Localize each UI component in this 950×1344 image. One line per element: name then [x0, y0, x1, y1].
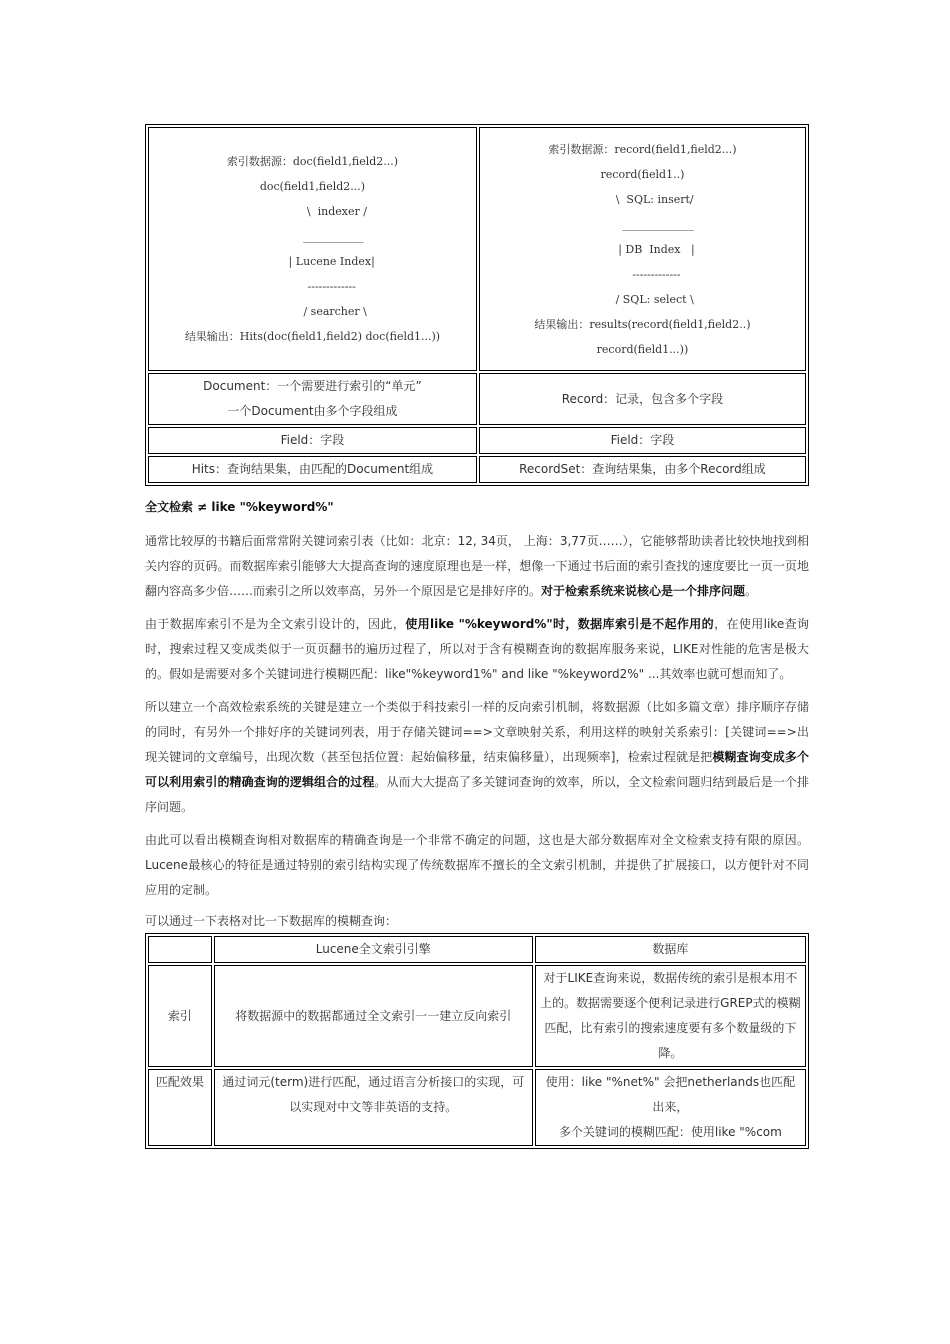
diagram-line: doc(field1,field2...) [259, 180, 366, 193]
diagram-line: ___________ [261, 230, 364, 243]
diagram-line: record(field1..) [600, 167, 685, 181]
lucene-index-cell: 将数据源中的数据都通过全文索引一一建立反向索引 [214, 965, 533, 1067]
row-label-cell: 索引 [148, 965, 212, 1067]
recordset-definition-cell: RecordSet：查询结果集，由多个Record组成 [479, 456, 806, 483]
lucene-match-cell: 通过词元(term)进行匹配，通过语言分析接口的实现，可以实现对中文等非英语的支持。 [214, 1069, 533, 1146]
paragraph-emphasis: 对于检索系统来说核心是一个排序问题 [541, 584, 746, 598]
diagram-line: 结果输出：Hits(doc(field1,field2) doc(field1...)) [184, 330, 441, 343]
diagram-line: _____________ [590, 217, 694, 231]
paragraph [145, 529, 809, 604]
paragraph-text: 。从而大大提高了多关键词查询的效率，所以，全文检索问题归结到最后是一个排序问题。 [145, 775, 809, 814]
field-definition-cell: Field：字段 [479, 427, 806, 454]
header-database-cell: 数据库 [535, 936, 806, 963]
diagram-line: \ SQL: insert/ [591, 192, 694, 206]
paragraph-emphasis: 模糊查询变成多个可以利用索引的精确查询的逻辑组合的过程 [145, 750, 809, 789]
paragraph-text: 由于数据库索引不是为全文索引设计的，因此， [145, 617, 406, 631]
document-definition-line: Document：一个需要进行索引的“单元” [203, 379, 422, 393]
section-heading: 全文检索 ≠ like "%keyword%" [145, 500, 334, 514]
diagram-line: 索引数据源：record(field1,field2...) [548, 142, 737, 156]
row-label-cell: 匹配效果 [148, 1069, 212, 1146]
diagram-line: / searcher \ [258, 305, 367, 318]
database-diagram [484, 137, 801, 362]
paragraph-text: 所以建立一个高效检索系统的关键是建立一个类似于科技索引一样的反向索引机制，将数据源（比如多篇文章）排序顺序存储的同时，有另外一个排好序的关键词列表，用于存储关键词==>文章映射关系，利用这样的映射关系索引：[关键词==>出现关键词的文章编号，出现次数（甚至包括位置：起始偏移量，结束偏移量），出现频率]，检索过程就是把 [145, 700, 809, 764]
paragraph-emphasis: 使用like "%keyword%"时，数据库索引是不起作用的 [405, 617, 715, 631]
diagram-line: 结果输出：results(record(field1,field2..) [534, 317, 751, 331]
diagram-line: \ indexer / [257, 205, 367, 218]
paragraph-text: 。 [745, 584, 758, 598]
diagram-line: | DB Index | [590, 242, 695, 256]
comparison-diagram-table [145, 124, 809, 486]
fuzzy-query-comparison-table [145, 933, 809, 1149]
diagram-line: | Lucene Index| [250, 255, 375, 268]
paragraph [145, 695, 809, 820]
diagram-line: record(field1...)) [596, 342, 689, 356]
paragraph: 由此可以看出模糊查询相对数据库的精确查询是一个非常不确定的问题，这也是大部分数据库对全文检索支持有限的原因。Lucene最核心的特征是通过特别的索引结构实现了传统数据库不擅长的全文索引机制，并提供了扩展接口，以方便针对不同应用的定制。 [145, 833, 809, 897]
database-index-cell: 对于LIKE查询来说，数据传统的索引是根本用不上的。数据需要逐个便利记录进行GREP式的模糊匹配，比有索引的搜索速度要有多个数量级的下降。 [535, 965, 806, 1067]
database-match-cell [535, 1069, 806, 1146]
header-empty-cell [148, 936, 212, 963]
table-intro: 可以通过一下表格对比一下数据库的模糊查询： [145, 914, 398, 928]
lucene-diagram-cell [148, 127, 477, 371]
document-page [145, 124, 809, 1149]
diagram-line: ------------- [269, 280, 356, 293]
header-lucene-cell: Lucene全文索引引擎 [214, 936, 533, 963]
paragraph-text: ，在使用like查询时，搜索过程又变成类似于一页页翻书的遍历过程了，所以对于含有模糊查询的数据库服务来说，LIKE对性能的危害是极大的。假如是需要对多个关键词进行模糊匹配：like"%keyword1%" and like "%keyword2%" ...其效率也就可想而知了。 [145, 617, 809, 681]
diagram-line: ------------- [604, 267, 681, 281]
document-definition-cell [148, 373, 477, 425]
lucene-diagram [153, 149, 472, 349]
paragraph-text: 通常比较厚的书籍后面常常附关键词索引表（比如：北京：12, 34页， 上海：3,77页……），它能够帮助读者比较快地找到相关内容的页码。而数据库索引能够大大提高查询的速度原理也是一样，想像一下通过书后面的索引查找的速度要比一页一页地翻内容高多少倍……而索引之所以效率高，另外一个原因是它是排好序的。 [145, 534, 809, 598]
diagram-line: / SQL: select \ [591, 292, 694, 306]
record-definition-cell: Record：记录，包含多个字段 [479, 373, 806, 425]
paragraph [145, 612, 809, 687]
field-definition-cell: Field：字段 [148, 427, 477, 454]
database-diagram-cell [479, 127, 806, 371]
database-match-line: 多个关键词的模糊匹配：使用like "%com [558, 1125, 782, 1139]
document-definition-line: 一个Document由多个字段组成 [227, 404, 398, 418]
diagram-line: 索引数据源：doc(field1,field2...) [226, 155, 399, 168]
hits-definition-cell: Hits：查询结果集，由匹配的Document组成 [148, 456, 477, 483]
database-match-line: 使用：like "%net%" 会把netherlands也匹配出来， [545, 1075, 796, 1114]
